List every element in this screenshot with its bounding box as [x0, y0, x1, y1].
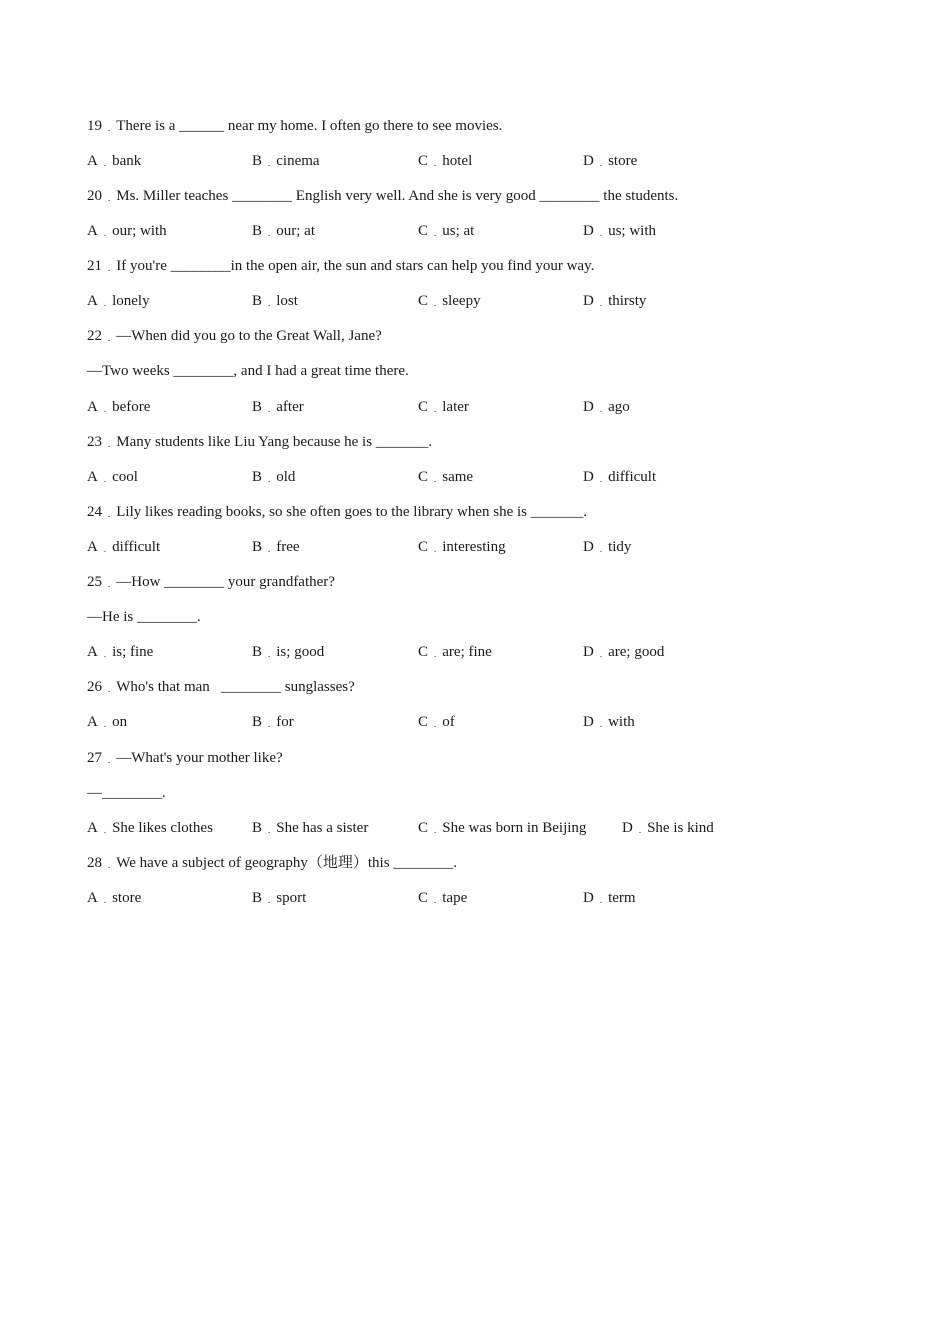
q20-option-c[interactable]: C . us; at: [418, 223, 475, 239]
q22-option-b[interactable]: B . after: [252, 399, 304, 415]
q25-option-b[interactable]: B . is; good: [252, 644, 325, 660]
q22-option-a[interactable]: A . before: [87, 399, 151, 415]
q24-option-c[interactable]: C . interesting: [418, 539, 506, 555]
q21-option-d[interactable]: D . thirsty: [583, 293, 647, 309]
q28-option-a[interactable]: A . store: [87, 890, 142, 906]
question-25-stem: 25 . —How ________ your grandfather?: [87, 574, 335, 590]
q26-option-a[interactable]: A . on: [87, 714, 128, 730]
q20-option-a[interactable]: A . our; with: [87, 223, 167, 239]
question-22-stem: 22 . —When did you go to the Great Wall, Jane?: [87, 328, 382, 344]
q21-option-a[interactable]: A . lonely: [87, 293, 150, 309]
q20-option-b[interactable]: B . our; at: [252, 223, 316, 239]
q21-option-c[interactable]: C . sleepy: [418, 293, 481, 309]
question-19-stem: 19 . There is a ______ near my home. I often go there to see movies.: [87, 118, 503, 134]
q19-option-c[interactable]: C . hotel: [418, 153, 473, 169]
q23-option-d[interactable]: D . difficult: [583, 469, 657, 485]
q24-option-a[interactable]: A . difficult: [87, 539, 161, 555]
q20-option-d[interactable]: D . us; with: [583, 223, 657, 239]
q28-option-d[interactable]: D . term: [583, 890, 636, 906]
question-25-line-2: —He is ________.: [87, 609, 201, 625]
q25-option-d[interactable]: D . are; good: [583, 644, 665, 660]
q27-option-d[interactable]: D . She is kind: [622, 820, 714, 836]
question-28-stem: 28 . We have a subject of geography（地理）this ________.: [87, 855, 458, 871]
question-24-stem: 24 . Lily likes reading books, so she often goes to the library when she is _______.: [87, 504, 588, 520]
q27-option-c[interactable]: C . She was born in Beijing: [418, 820, 587, 836]
question-22-line-2: —Two weeks ________, and I had a great time there.: [87, 363, 409, 379]
question-27-line-2: —________.: [87, 785, 166, 801]
q21-option-b[interactable]: B . lost: [252, 293, 298, 309]
q27-option-b[interactable]: B . She has a sister: [252, 820, 369, 836]
question-20-stem: 20 . Ms. Miller teaches ________ English very well. And she is very good ________ the students.: [87, 188, 679, 204]
q19-option-a[interactable]: A . bank: [87, 153, 142, 169]
q19-option-b[interactable]: B . cinema: [252, 153, 320, 169]
q28-option-b[interactable]: B . sport: [252, 890, 307, 906]
question-27-stem: 27 . —What's your mother like?: [87, 750, 283, 766]
q22-option-c[interactable]: C . later: [418, 399, 469, 415]
q26-option-b[interactable]: B . for: [252, 714, 294, 730]
q27-option-a[interactable]: A . She likes clothes: [87, 820, 213, 836]
q23-option-b[interactable]: B . old: [252, 469, 296, 485]
q22-option-d[interactable]: D . ago: [583, 399, 630, 415]
q25-option-a[interactable]: A . is; fine: [87, 644, 154, 660]
q19-option-d[interactable]: D . store: [583, 153, 638, 169]
question-26-stem: 26 . Who's that man ________ sunglasses?: [87, 679, 355, 695]
q23-option-a[interactable]: A . cool: [87, 469, 138, 485]
q26-option-d[interactable]: D . with: [583, 714, 635, 730]
question-23-stem: 23 . Many students like Liu Yang because he is _______.: [87, 434, 433, 450]
q24-option-d[interactable]: D . tidy: [583, 539, 632, 555]
question-21-stem: 21 . If you're ________in the open air, the sun and stars can help you find your way.: [87, 258, 595, 274]
q26-option-c[interactable]: C . of: [418, 714, 455, 730]
q23-option-c[interactable]: C . same: [418, 469, 474, 485]
q24-option-b[interactable]: B . free: [252, 539, 300, 555]
q28-option-c[interactable]: C . tape: [418, 890, 468, 906]
q25-option-c[interactable]: C . are; fine: [418, 644, 492, 660]
